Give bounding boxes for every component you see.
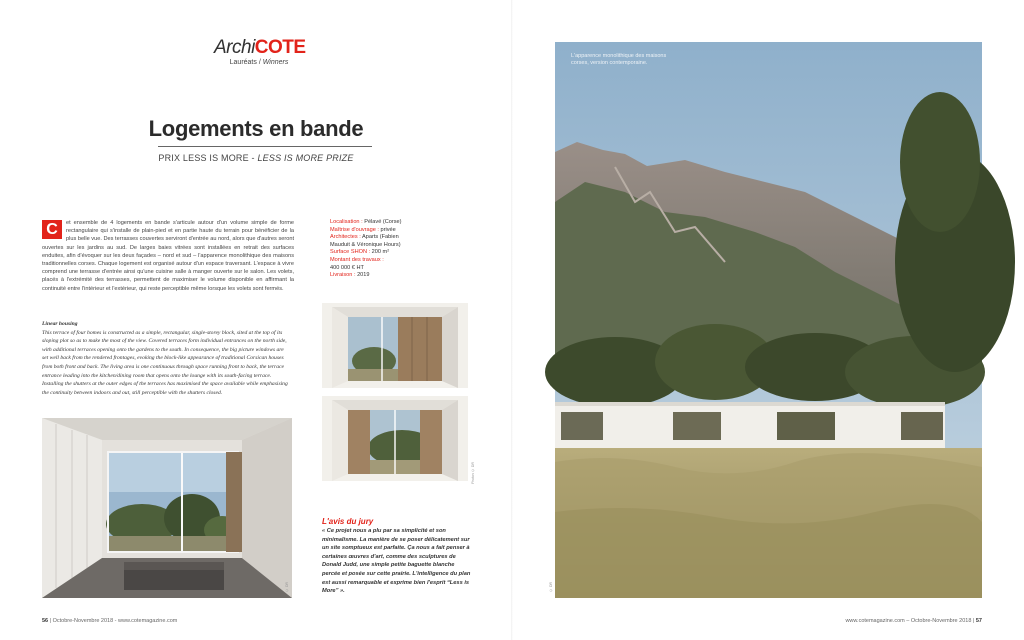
photo-caption: L'apparence monolithique des maisons corses, version contemporaine. — [571, 53, 667, 66]
info-architects — [330, 234, 420, 249]
archicote-logo — [214, 38, 304, 66]
info-surface-label: Surface SHON : — [330, 249, 372, 256]
article-title: Logements en bande — [148, 116, 364, 141]
interior-illustration — [42, 418, 292, 598]
interior-photo — [42, 418, 292, 598]
intro-text — [42, 219, 294, 293]
logo-archi: Archi — [214, 37, 255, 58]
landscape-credit: © DR — [549, 581, 553, 592]
info-delivery-value: 2019 — [357, 272, 370, 279]
info-surface — [330, 249, 420, 257]
info-client-value: privée — [380, 226, 396, 233]
landscape-photo — [549, 42, 982, 598]
jury-title: L'avis du jury — [322, 517, 374, 526]
landscape-illustration — [555, 42, 982, 598]
info-amount-value: 400 000 € HT — [330, 264, 364, 271]
info-amount-label: Montant des travaux : — [330, 256, 384, 263]
interior-credit: © DR — [285, 581, 289, 592]
title-divider — [158, 146, 372, 147]
logo-sub-sep: / — [256, 59, 263, 66]
facade-credit: Photos © DR — [471, 462, 475, 484]
english-title: Linear housing — [42, 321, 78, 327]
info-client — [330, 227, 420, 235]
info-location — [330, 219, 420, 227]
info-location-value: Pélavé (Corse) — [364, 219, 402, 225]
logo-wordmark — [214, 38, 304, 58]
info-architects-value: Aparts (Fabien Mauduit & Véronique Hours) — [330, 234, 401, 248]
intro-body: et ensemble de 4 logements en bande s'articule autour d'un volume simple de forme rectangulaire qui s'installe de plain-pied et en partie haute du terrain pour bénéficier de la plus belle vue. Des terrasses couvertes serviront d'entrée au nord, alors que d'autres seront ouvertes sur les jardins au sud. De larges baies vitrées sont installées en retrait des surfaces enduites, afin d'évoquer sur les deux façades – nord et sud – l'apparence monolithique des maisons traditionnelles corses. Chaque logement est organisé autour d'un espace traversant. L'espace à vivre comprend une terrasse d'entrée ainsi qu'une cuisine salle à manger ouverte sur le salon. Les volets, placés à l'extrémité des terrasses, permettent de maximiser le volume disponible en affirmant la continuité entre l'intérieur et l'extérieur, qui reste perceptible même lorsque les volets sont fermés. — [42, 220, 294, 292]
footer-left-page-number: 56 — [42, 618, 49, 624]
logo-subtitle — [214, 59, 304, 66]
footer-right-text: www.cotemagazine.com – Octobre-Novembre 2018 | — [845, 618, 976, 624]
facade-illustration-top — [322, 303, 468, 388]
page-gutter — [511, 0, 513, 640]
subtitle-sep: - — [248, 153, 258, 163]
drop-cap: C — [42, 220, 62, 239]
footer-left — [42, 618, 177, 624]
subtitle-en: LESS IS MORE PRIZE — [257, 153, 354, 163]
logo-sub-en: Winners — [262, 59, 289, 66]
info-client-label: Maîtrise d'ouvrage : — [330, 226, 381, 233]
english-body: This terrace of four homes is constructed as a simple, rectangular, single-storey block, sited at the top of its sloping plot so as to make the most of the view. Covered terraces form individual entrances on the north side, with additional terraces opening onto the gardens to the south. In consequence, the big picture windows are set well back from the rendered frontages, evoking the block-like appearance of traditional Corsican houses from both front and back. The living area is one continuous through space running front to back, the terrace entrance leading into the kitchen/dining room that opens onto the lounge with its south-facing terrace. Installing the shutters at the outer edges of the terraces has maximised the space available while emphasising the continuity between indoors and out, still perceptible with the shutters closed. — [42, 329, 288, 396]
jury-quote: « Ce projet nous a plu par sa simplicité et son minimalisme. La manière de se poser délicatement sur un site somptueux est parfaite. Ça nous a fait penser à certaines œuvres d'art, comme des sculptures de Donald Judd, une simple petite baguette blanche percée et posée sur cette prairie. L'intelligence du plan est aussi remarquable et exprime bien l'esprit “Less is More” ». — [322, 528, 471, 595]
facade-photo-open-shutters — [322, 303, 468, 388]
project-info — [330, 219, 420, 280]
info-surface-value: 200 m² — [371, 249, 390, 256]
facade-photo-closed-shutters — [322, 396, 468, 481]
english-text — [42, 320, 290, 397]
footer-right — [845, 618, 982, 624]
info-delivery-label: Livraison : — [330, 272, 358, 279]
info-amount — [330, 257, 420, 272]
logo-sub-fr: Lauréats — [229, 59, 257, 66]
subtitle-fr: PRIX LESS IS MORE — [158, 153, 249, 163]
info-location-label: Localisation : — [330, 219, 365, 225]
info-delivery — [330, 272, 420, 280]
article-subtitle — [100, 153, 412, 163]
footer-left-text: | Octobre-Novembre 2018 - www.cotemagazine.com — [48, 618, 178, 624]
footer-right-page-number: 57 — [975, 618, 982, 624]
info-architects-label: Architectes : — [330, 234, 363, 241]
facade-illustration-bottom — [322, 396, 468, 481]
logo-cote: COTE — [254, 37, 306, 58]
